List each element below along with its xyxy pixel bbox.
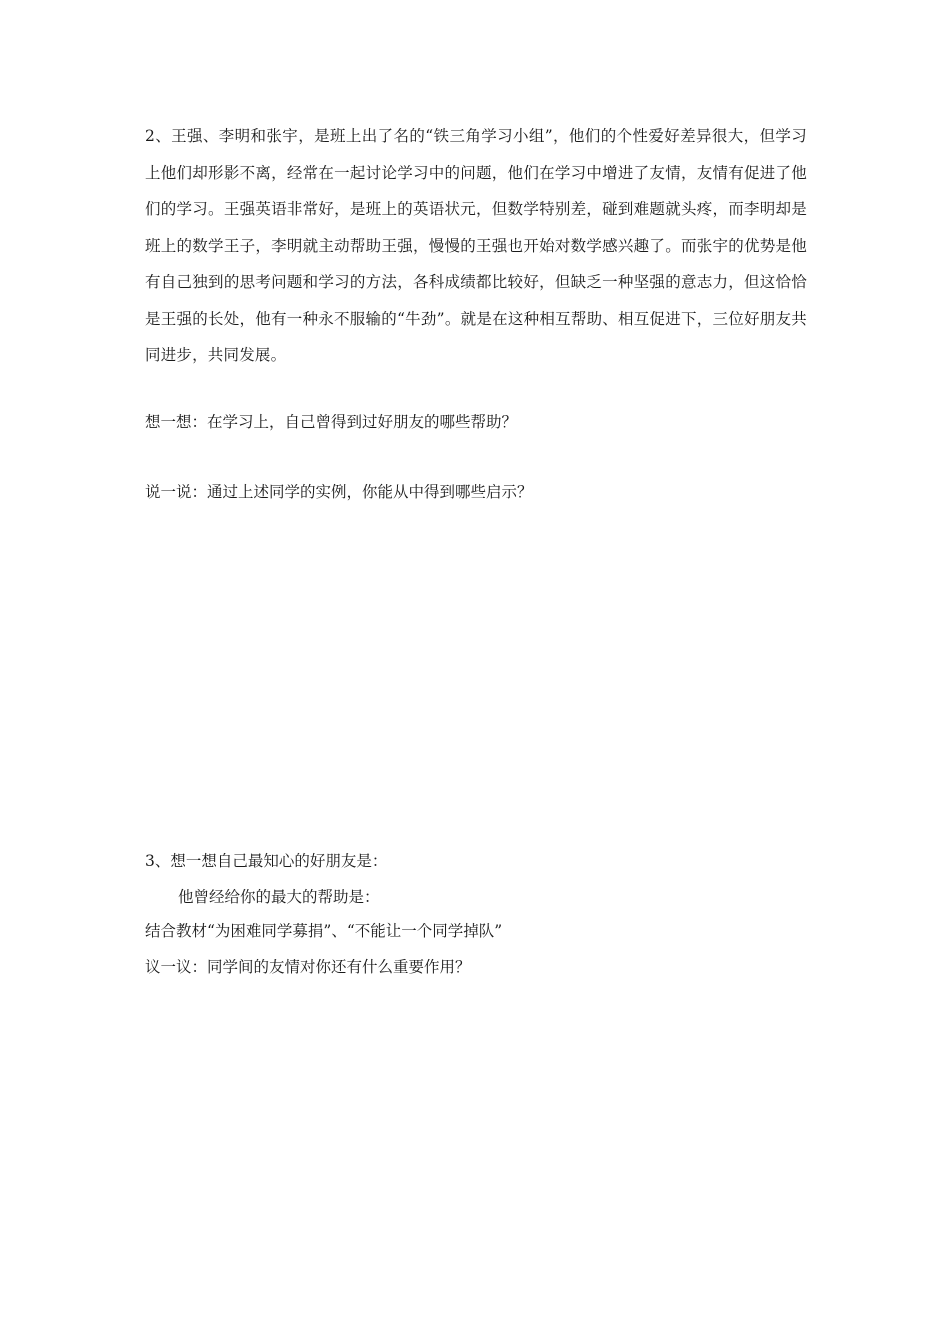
discuss-question: 议一议：同学间的友情对你还有什么重要作用？ bbox=[145, 958, 471, 976]
story-paragraph: 2、王强、李明和张宇，是班上出了名的“铁三角学习小组”，他们的个性爱好差异很大，但学习上他们却形影不离，经常在一起讨论学习中的问题，他们在学习中增进了友情，友情有促进了他们的学习。王强英语非常好，是班上的英语状元，但数学特别差，碰到难题就头疼，而李明却是班上的数学王子，李明就主动帮助王强，慢慢的王强也开始对数学感兴趣了。而张宇的优势是他有自己独到的思考问题和学习的方法，各科成绩都比较好，但缺乏一种坚强的意志力，但这恰恰是王强的长处，他有一种永不服输的“牛劲”。就是在这种相互帮助、相互促进下，三位好朋友共同进步，共同发展。 bbox=[145, 127, 807, 364]
textbook-reference: 结合教材“为困难同学募捐”、“不能让一个同学掉队” bbox=[145, 922, 503, 940]
say-question: 说一说：通过上述同学的实例，你能从中得到哪些启示？ bbox=[145, 483, 533, 501]
section3-title: 3、想一想自己最知心的好朋友是： bbox=[145, 852, 388, 870]
best-help-prompt: 他曾经给你的最大的帮助是： bbox=[178, 888, 380, 906]
think-question: 想一想：在学习上，自己曾得到过好朋友的哪些帮助？ bbox=[145, 413, 518, 431]
